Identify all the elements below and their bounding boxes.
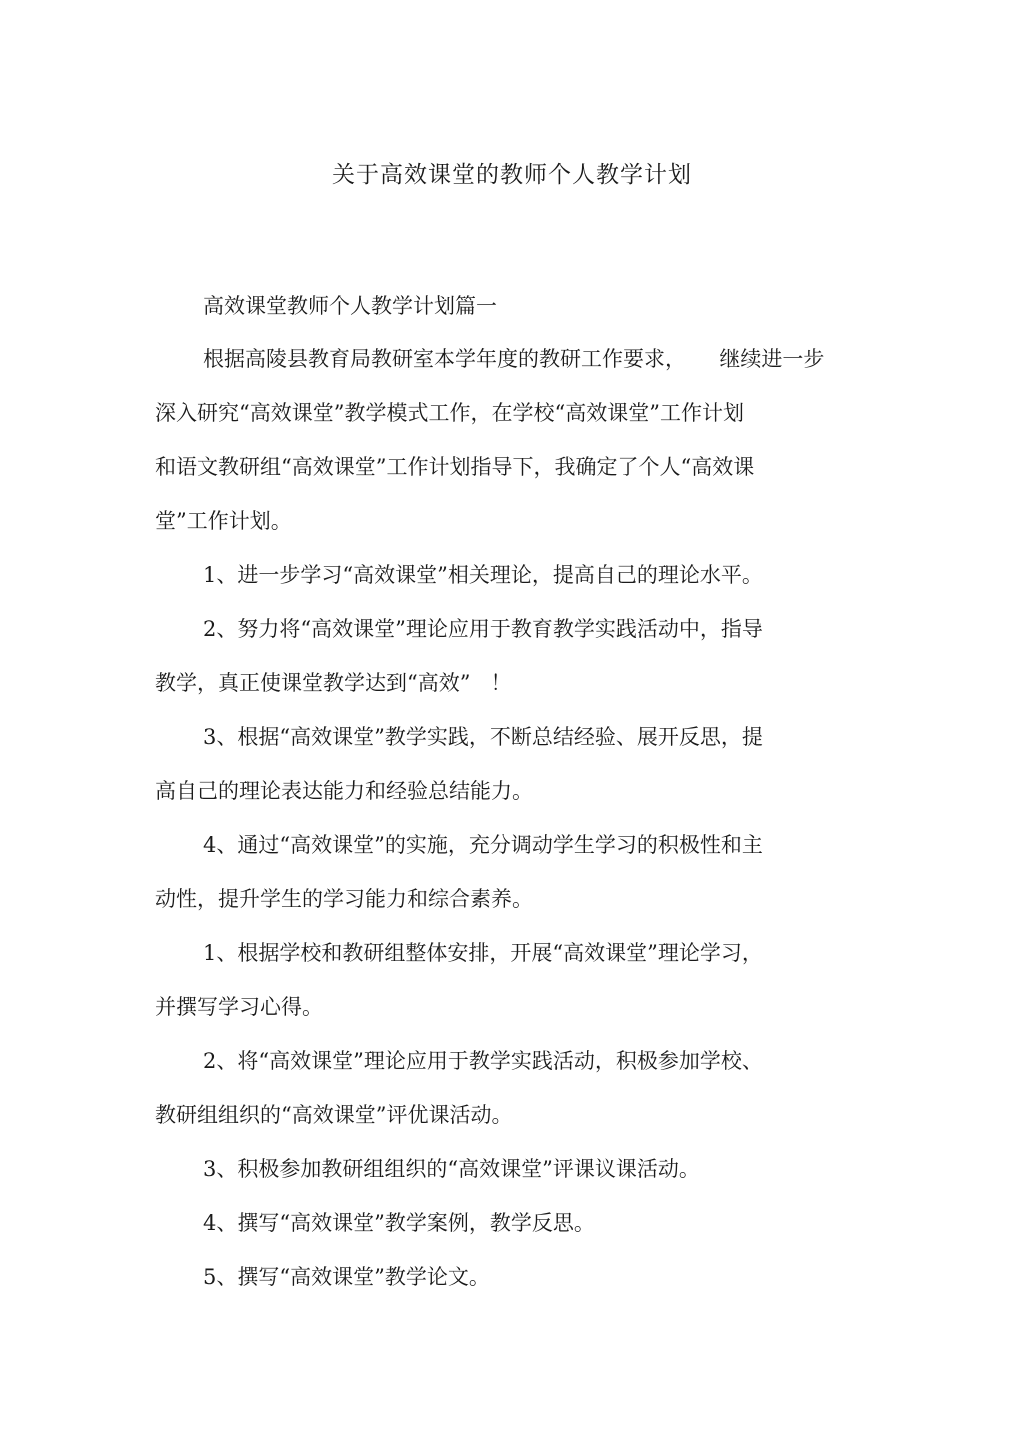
document-title: 关于高效课堂的教师个人教学计划 <box>332 162 692 188</box>
paragraph-line: 和语文教研组“高效课堂”工作计划指导下，我确定了个人“高效课 <box>155 455 755 479</box>
list-item: 1、进一步学习“高效课堂”相关理论，提高自己的理论水平。 <box>203 563 763 587</box>
list-item: 3、根据“高效课堂”教学实践，不断总结经验、展开反思，提 <box>203 725 763 749</box>
list-item: 1、根据学校和教研组整体安排，开展“高效课堂”理论学习， <box>203 941 763 965</box>
list-item: 5、撰写“高效课堂”教学论文。 <box>203 1265 490 1289</box>
list-item: 3、积极参加教研组组织的“高效课堂”评课议课活动。 <box>203 1157 700 1181</box>
list-item-continuation: 教研组组织的“高效课堂”评优课活动。 <box>155 1103 513 1127</box>
paragraph-line: 深入研究“高效课堂”教学模式工作，在学校“高效课堂”工作计划 <box>155 401 744 425</box>
list-item-continuation: 动性，提升学生的学习能力和综合素养。 <box>155 887 533 911</box>
list-item: 2、将“高效课堂”理论应用于教学实践活动，积极参加学校、 <box>203 1049 763 1073</box>
list-item-continuation: 高自己的理论表达能力和经验总结能力。 <box>155 779 533 803</box>
list-item: 2、努力将“高效课堂”理论应用于教育教学实践活动中，指导 <box>203 617 763 641</box>
list-item-continuation: 教学，真正使课堂教学达到“高效” ！ <box>155 671 512 695</box>
list-item: 4、通过“高效课堂”的实施，充分调动学生学习的积极性和主 <box>203 833 763 857</box>
list-item: 4、撰写“高效课堂”教学案例，教学反思。 <box>203 1211 595 1235</box>
paragraph-line: 堂”工作计划。 <box>155 509 292 533</box>
paragraph-line: 根据高陵县教育局教研室本学年度的教研工作要求， 继续进一步 <box>203 347 825 371</box>
list-item-continuation: 并撰写学习心得。 <box>155 995 323 1019</box>
section-heading: 高效课堂教师个人教学计划篇一 <box>203 294 497 318</box>
